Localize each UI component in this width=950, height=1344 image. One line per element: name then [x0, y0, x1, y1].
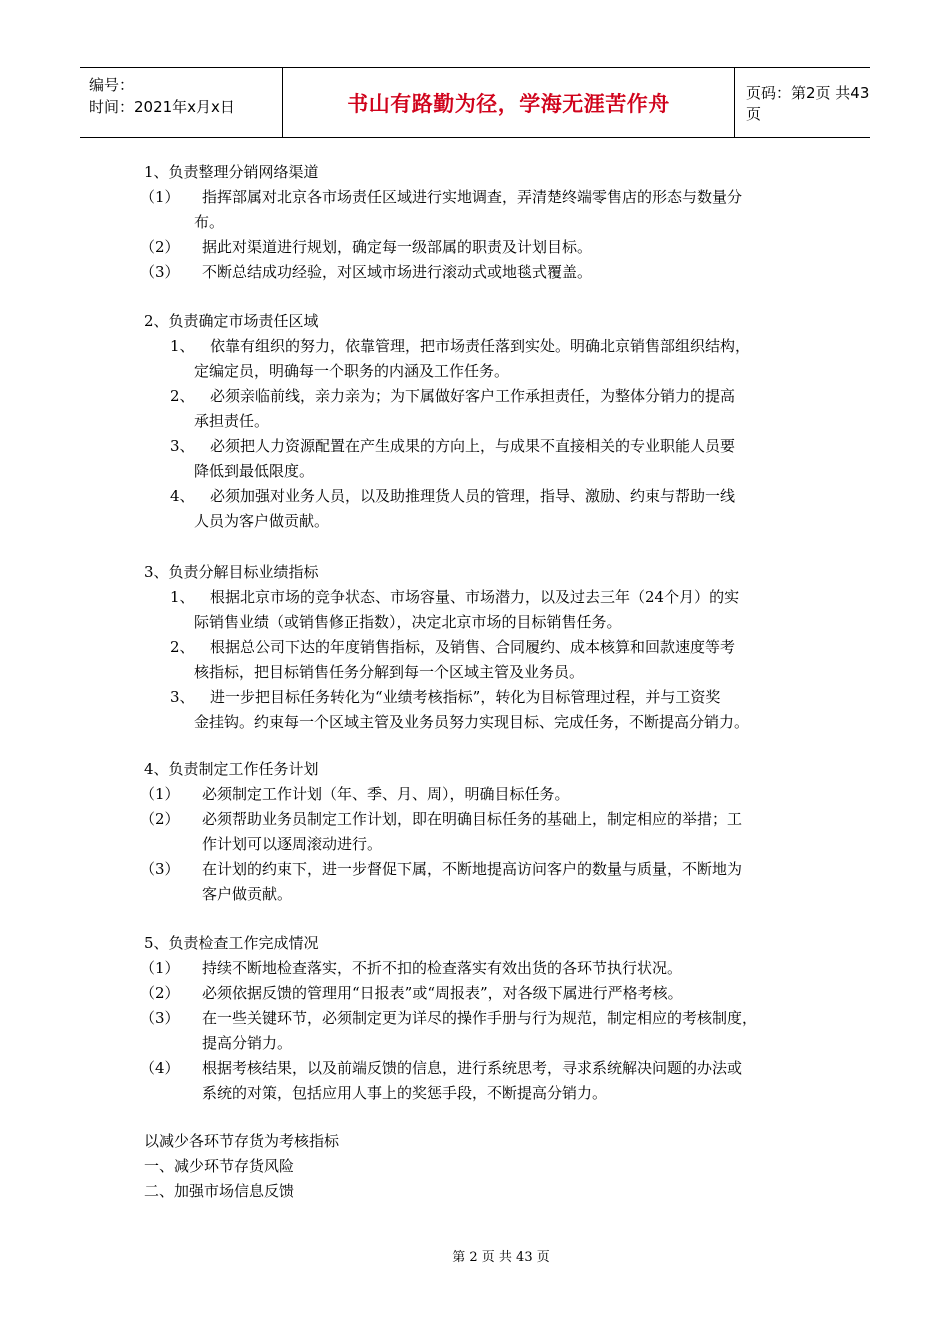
list-item-text: 必须加强对业务人员，以及助推理货人员的管理，指导、激励、约束与帮助一线: [210, 487, 736, 505]
list-item-text: 降低到最低限度。: [194, 462, 315, 480]
document-number-label: 编号：: [89, 76, 135, 94]
list-item-marker: 4、: [170, 487, 195, 505]
list-item-marker: （1）: [140, 188, 180, 206]
list-item-text: 指挥部属对北京各市场责任区域进行实地调查，弄清楚终端零售店的形态与数量分: [202, 188, 743, 206]
header-page-cell: [735, 68, 870, 137]
list-item-marker: （1）: [140, 959, 180, 977]
list-item-marker: 1、: [170, 588, 195, 606]
section-title: 4、负责制定工作任务计划: [144, 760, 319, 778]
section-title: 3、负责分解目标业绩指标: [144, 563, 319, 581]
list-item-text: 布。: [194, 213, 225, 231]
list-item-text: 根据北京市场的竞争状态、市场容量、市场潜力，以及过去三年（24个月）的实: [210, 588, 740, 606]
list-item-marker: （1）: [140, 785, 180, 803]
list-item-text: 必须把人力资源配置在产生成果的方向上，与成果不直接相关的专业职能人员要: [210, 437, 736, 455]
list-item-marker: 2、: [170, 387, 195, 405]
list-item-text: 人员为客户做贡献。: [194, 512, 330, 530]
list-item-marker: （2）: [140, 984, 180, 1002]
list-item-text: 进一步把目标任务转化为“业绩考核指标”，转化为目标管理过程，并与工资奖: [210, 688, 721, 706]
list-item-text: 承担责任。: [194, 412, 270, 430]
list-item-text: 持续不断地检查落实，不折不扣的检查落实有效出货的各环节执行状况。: [202, 959, 683, 977]
list-item-marker: 1、: [170, 337, 195, 355]
list-item-text: 据此对渠道进行规划，确定每一级部属的职责及计划目标。: [202, 238, 593, 256]
list-item-text: 必须帮助业务员制定工作计划，即在明确目标任务的基础上，制定相应的举措；工: [202, 810, 743, 828]
section-title: 5、负责检查工作完成情况: [144, 934, 319, 952]
list-item-marker: （4）: [140, 1059, 180, 1077]
list-item-text: 定编定员，明确每一个职务的内涵及工作任务。: [194, 362, 510, 380]
closing-title: 以减少各环节存货为考核指标: [144, 1132, 340, 1150]
list-item-marker: （3）: [140, 263, 180, 281]
list-item-marker: （3）: [140, 1009, 180, 1027]
list-item-text: 依靠有组织的努力，依靠管理，把市场责任落到实处。明确北京销售部组织结构，: [210, 337, 751, 355]
list-item-marker: 2、: [170, 638, 195, 656]
list-item-text: 际销售业绩（或销售修正指数），决定北京市场的目标销售任务。: [194, 613, 622, 631]
list-item-marker: （2）: [140, 810, 180, 828]
header-meta: [80, 68, 283, 137]
section-title: 1、负责整理分销网络渠道: [144, 163, 319, 181]
list-item-marker: （2）: [140, 238, 180, 256]
page-header: [80, 67, 870, 138]
list-item-text: 在计划的约束下，进一步督促下属，不断地提高访问客户的数量与质量，不断地为: [202, 860, 743, 878]
list-item-marker: （3）: [140, 860, 180, 878]
list-item-text: 客户做贡献。: [202, 885, 293, 903]
list-item-text: 提高分销力。: [202, 1034, 293, 1052]
list-item-text: 不断总结成功经验，对区域市场进行滚动式或地毯式覆盖。: [202, 263, 593, 281]
list-item-text: 作计划可以逐周滚动进行。: [202, 835, 383, 853]
list-item-text: 根据总公司下达的年度销售指标，及销售、合同履约、成本核算和回款速度等考: [210, 638, 736, 656]
list-item-marker: 3、: [170, 437, 195, 455]
list-item-text: 必须依据反馈的管理用“日报表”或“周报表”，对各级下属进行严格考核。: [202, 984, 683, 1002]
header-motto: 书山有路勤为径，学海无涯苦作舟: [347, 91, 670, 116]
list-item-text: 必须亲临前线，亲力亲为；为下属做好客户工作承担责任，为整体分销力的提高: [210, 387, 736, 405]
list-item-text: 必须制定工作计划（年、季、月、周），明确目标任务。: [202, 785, 570, 803]
header-page-label: 页码：第2页 共43页: [746, 83, 870, 123]
list-item-marker: 3、: [170, 688, 195, 706]
list-item-text: 根据考核结果，以及前端反馈的信息，进行系统思考，寻求系统解决问题的办法或: [202, 1059, 743, 1077]
document-time-label: 时间：2021年x月x日: [89, 98, 235, 116]
section-title: 2、负责确定市场责任区域: [144, 312, 319, 330]
closing-item: 二、加强市场信息反馈: [144, 1182, 295, 1200]
header-motto-cell: [283, 68, 735, 137]
list-item-text: 在一些关键环节，必须制定更为详尽的操作手册与行为规范，制定相应的考核制度，: [202, 1009, 758, 1027]
list-item-text: 核指标，把目标销售任务分解到每一个区域主管及业务员。: [194, 663, 585, 681]
page-footer: 第 2 页 共 43 页: [452, 1250, 550, 1265]
closing-item: 一、减少环节存货风险: [144, 1157, 295, 1175]
list-item-text: 系统的对策，包括应用人事上的奖惩手段，不断提高分销力。: [202, 1084, 608, 1102]
list-item-text: 金挂钩。约束每一个区域主管及业务员努力实现目标、完成任务，不断提高分销力。: [194, 713, 750, 731]
